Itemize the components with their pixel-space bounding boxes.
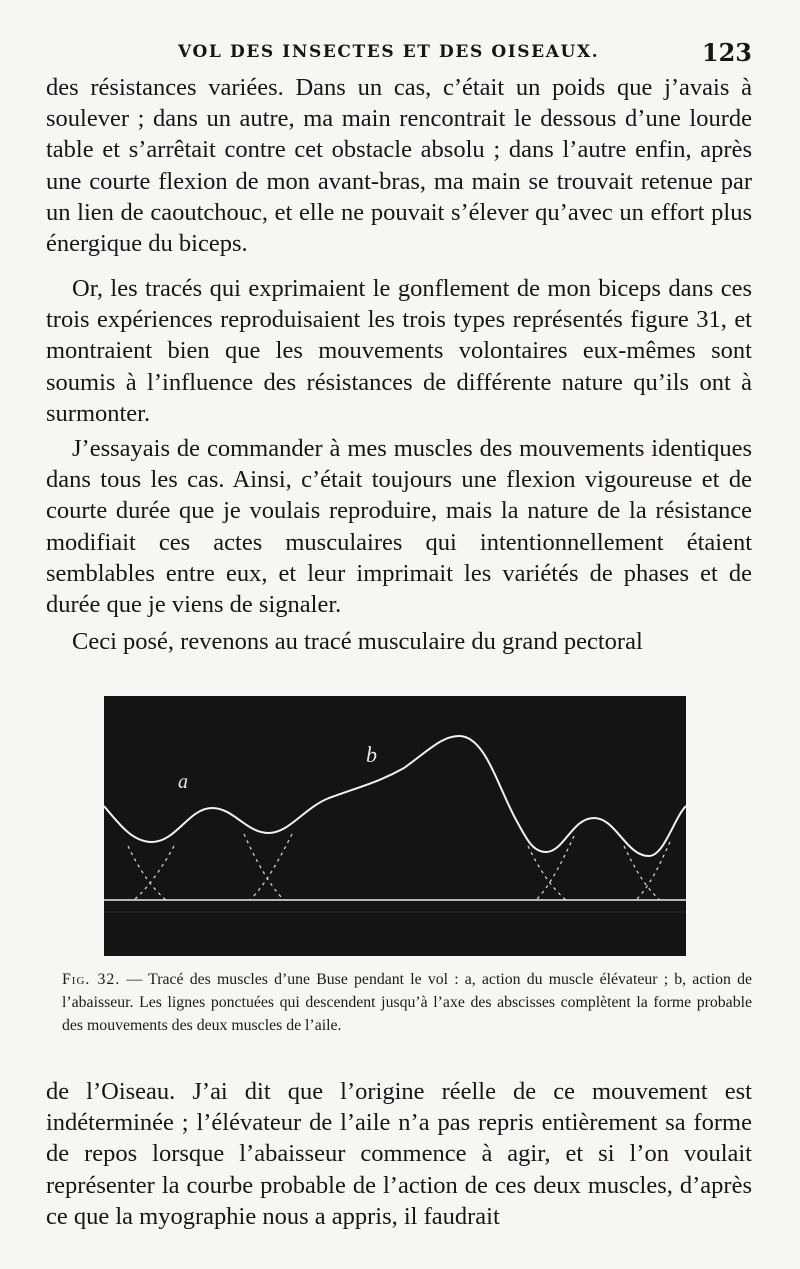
- running-header: [0, 38, 800, 70]
- label-b: b: [366, 742, 377, 767]
- running-title: VOL DES INSECTES ET DES OISEAUX.: [178, 42, 600, 62]
- page-number: 123: [701, 38, 752, 67]
- paragraph-3: J’essayais de commander à mes muscles des mouvements identiques dans tous les cas. Ainsi, c’était toujours une flexion vigoureuse et de courte durée que je voulais reproduire, mais la nature de la résistance modifiait ces actes musculaires qui intentionnellement étaient semblables entre eux, et leur imprimait les variétés de phases et de durée que je viens de signaler.: [46, 435, 752, 619]
- figure-caption: [62, 968, 752, 1037]
- paragraph-1: des résistances variées. Dans un cas, c’était un poids que j’avais à soulever ; dans un autre, ma main rencontrait le dessous d’une lourde table et s’arrêtait contre cet obstacle absolu ; dans l’autre enfin, après une courte flexion de mon avant-bras, ma main se trouvait retenue par un lien de caoutchouc, et elle ne pouvait s’élever qu’avec un effort plus énergique du biceps.: [46, 74, 752, 258]
- caption-text: — Tracé des muscles d’une Buse pendant le vol : a, action du muscle élévateur ; b, action de l’abaisseur. Les lignes ponctuées qui descendent jusqu’à l’axe des abscisses complètent la forme probable des mouvements des deux muscles de l’aile.: [62, 971, 753, 1034]
- figure-32-myograph: [104, 696, 686, 956]
- paragraph-2: Or, les tracés qui exprimaient le gonflement de mon biceps dans ces trois expériences reproduisaient les trois types représentés figure 31, et montraient bien que les mouvements volontaires eux-mêmes sont soumis à l’influence des résistances de différente nature qu’ils ont à surmonter.: [46, 275, 752, 427]
- myograph-trace: [104, 696, 686, 956]
- paragraph-4: Ceci posé, revenons au tracé musculaire du grand pectoral: [72, 628, 643, 655]
- caption-label: Fig. 32.: [62, 971, 121, 988]
- label-a: a: [178, 771, 188, 793]
- paragraph-5: de l’Oiseau. J’ai dit que l’origine réelle de ce mouvement est indéterminée ; l’élévateur de l’aile n’a pas repris entièrement sa forme de repos lorsque l’abaisseur commence à agir, et si l’on voulait représenter la courbe probable de l’action de ces deux muscles, d’après ce que la myographie nous a appris, il faudrait: [46, 1078, 752, 1230]
